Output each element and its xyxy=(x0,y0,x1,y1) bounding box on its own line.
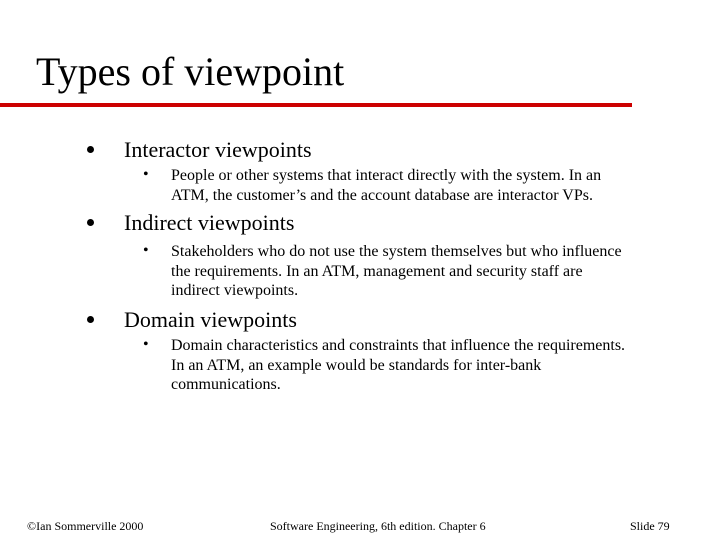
sub-bullet-icon: • xyxy=(143,336,149,353)
bullet-text-interactor: People or other systems that interact directly with the system. In an ATM, the customer’s and the account database are interactor VPs. xyxy=(171,167,602,204)
bullet-heading-interactor: Interactor viewpoints xyxy=(124,137,312,162)
bullet-heading-domain: Domain viewpoints xyxy=(124,307,297,332)
bullet-heading-indirect: Indirect viewpoints xyxy=(124,210,295,235)
sub-bullet-icon: • xyxy=(143,166,149,183)
bullet-dot-icon xyxy=(87,146,94,153)
bullet-dot-icon xyxy=(87,219,94,226)
bullet-dot-icon xyxy=(87,316,94,323)
sub-bullet-icon: • xyxy=(143,242,149,259)
bullet-text-indirect: Stakeholders who do not use the system themselves but who influence the requirements. In an ATM, management and security staff are indirect viewpoints. xyxy=(171,243,622,299)
footer-slide-number: Slide 79 xyxy=(630,519,670,533)
title-underline xyxy=(0,103,632,107)
slide-title: Types of viewpoint xyxy=(36,49,345,94)
footer-copyright: ©Ian Sommerville 2000 xyxy=(27,519,144,533)
footer-book-title: Software Engineering, 6th edition. Chapter 6 xyxy=(270,519,486,533)
bullet-text-domain: Domain characteristics and constraints that influence the requirements. In an ATM, an example would be standards for inter-bank communications. xyxy=(171,337,626,393)
